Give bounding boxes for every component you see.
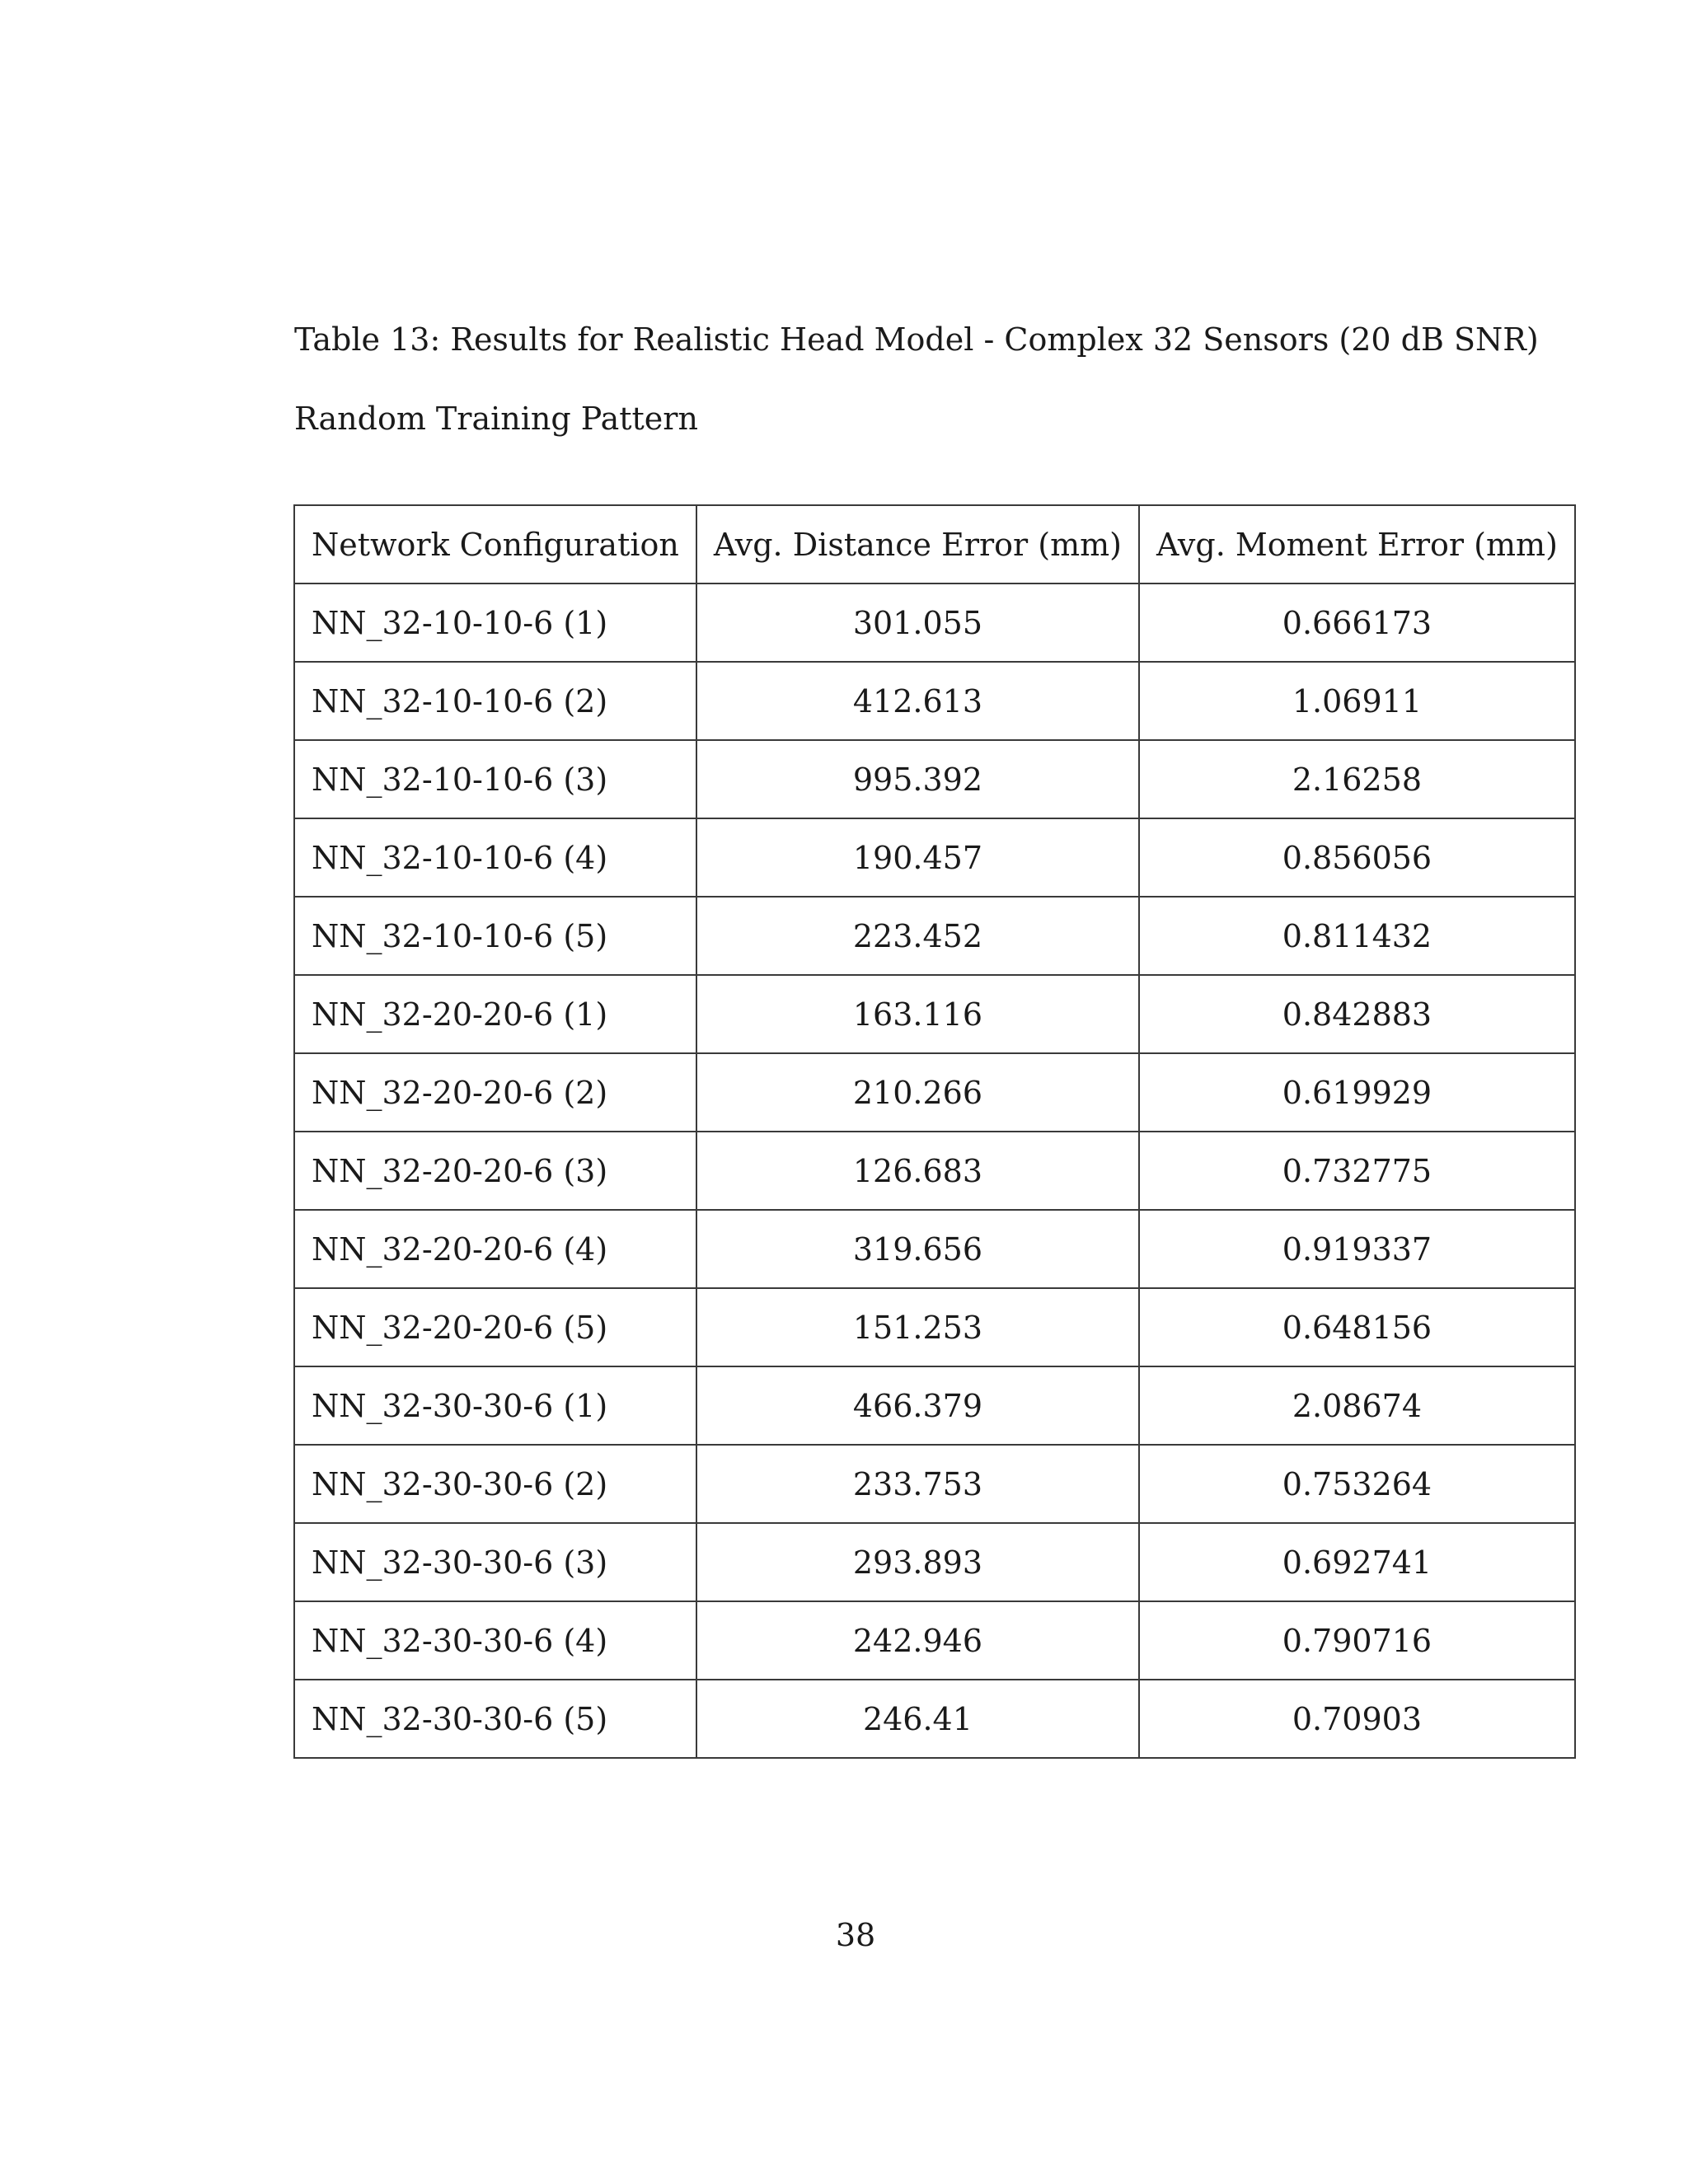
table-row bbox=[294, 1132, 1575, 1210]
avg-moment-error-cell: 0.648156 bbox=[1139, 1288, 1575, 1366]
network-configuration-cell: NN_32-20-20-6 (2) bbox=[294, 1053, 696, 1132]
avg-distance-error-cell: 466.379 bbox=[696, 1366, 1139, 1445]
column-header-avg-moment-error: Avg. Moment Error (mm) bbox=[1139, 505, 1575, 583]
table-row bbox=[294, 1523, 1575, 1601]
column-header-network-configuration: Network Configuration bbox=[294, 505, 696, 583]
table-row bbox=[294, 1680, 1575, 1758]
avg-distance-error-cell: 995.392 bbox=[696, 740, 1139, 818]
avg-moment-error-cell: 0.842883 bbox=[1139, 975, 1575, 1053]
table-row bbox=[294, 1445, 1575, 1523]
avg-moment-error-cell: 0.732775 bbox=[1139, 1132, 1575, 1210]
table-row bbox=[294, 1210, 1575, 1288]
table-caption: Table 13: Results for Realistic Head Model - Complex 32 Sensors (20 dB SNR) bbox=[294, 321, 1539, 358]
avg-distance-error-cell: 412.613 bbox=[696, 662, 1139, 740]
network-configuration-cell: NN_32-20-20-6 (3) bbox=[294, 1132, 696, 1210]
avg-distance-error-cell: 190.457 bbox=[696, 818, 1139, 897]
avg-moment-error-cell: 0.753264 bbox=[1139, 1445, 1575, 1523]
results-table bbox=[293, 504, 1576, 1759]
network-configuration-cell: NN_32-20-20-6 (5) bbox=[294, 1288, 696, 1366]
network-configuration-cell: NN_32-30-30-6 (1) bbox=[294, 1366, 696, 1445]
network-configuration-cell: NN_32-20-20-6 (1) bbox=[294, 975, 696, 1053]
column-header-avg-distance-error: Avg. Distance Error (mm) bbox=[696, 505, 1139, 583]
network-configuration-cell: NN_32-30-30-6 (2) bbox=[294, 1445, 696, 1523]
avg-moment-error-cell: 1.06911 bbox=[1139, 662, 1575, 740]
table-row bbox=[294, 1288, 1575, 1366]
avg-moment-error-cell: 0.811432 bbox=[1139, 897, 1575, 975]
avg-moment-error-cell: 2.08674 bbox=[1139, 1366, 1575, 1445]
network-configuration-cell: NN_32-10-10-6 (5) bbox=[294, 897, 696, 975]
avg-distance-error-cell: 242.946 bbox=[696, 1601, 1139, 1680]
avg-distance-error-cell: 301.055 bbox=[696, 583, 1139, 662]
avg-moment-error-cell: 0.666173 bbox=[1139, 583, 1575, 662]
avg-moment-error-cell: 0.790716 bbox=[1139, 1601, 1575, 1680]
network-configuration-cell: NN_32-10-10-6 (1) bbox=[294, 583, 696, 662]
network-configuration-cell: NN_32-30-30-6 (4) bbox=[294, 1601, 696, 1680]
avg-moment-error-cell: 2.16258 bbox=[1139, 740, 1575, 818]
avg-moment-error-cell: 0.856056 bbox=[1139, 818, 1575, 897]
avg-distance-error-cell: 319.656 bbox=[696, 1210, 1139, 1288]
table-row bbox=[294, 662, 1575, 740]
table-body bbox=[294, 583, 1575, 1758]
table-subcaption: Random Training Pattern bbox=[294, 401, 698, 437]
avg-distance-error-cell: 163.116 bbox=[696, 975, 1139, 1053]
avg-moment-error-cell: 0.692741 bbox=[1139, 1523, 1575, 1601]
table-row bbox=[294, 818, 1575, 897]
network-configuration-cell: NN_32-30-30-6 (5) bbox=[294, 1680, 696, 1758]
table-row bbox=[294, 975, 1575, 1053]
network-configuration-cell: NN_32-10-10-6 (3) bbox=[294, 740, 696, 818]
network-configuration-cell: NN_32-10-10-6 (4) bbox=[294, 818, 696, 897]
avg-distance-error-cell: 126.683 bbox=[696, 1132, 1139, 1210]
avg-distance-error-cell: 246.41 bbox=[696, 1680, 1139, 1758]
network-configuration-cell: NN_32-10-10-6 (2) bbox=[294, 662, 696, 740]
avg-distance-error-cell: 223.452 bbox=[696, 897, 1139, 975]
table-row bbox=[294, 740, 1575, 818]
avg-moment-error-cell: 0.70903 bbox=[1139, 1680, 1575, 1758]
avg-distance-error-cell: 151.253 bbox=[696, 1288, 1139, 1366]
page-number: 38 bbox=[835, 1917, 876, 1953]
table-row bbox=[294, 1601, 1575, 1680]
table-row bbox=[294, 1366, 1575, 1445]
avg-distance-error-cell: 293.893 bbox=[696, 1523, 1139, 1601]
avg-moment-error-cell: 0.619929 bbox=[1139, 1053, 1575, 1132]
network-configuration-cell: NN_32-20-20-6 (4) bbox=[294, 1210, 696, 1288]
table-row bbox=[294, 583, 1575, 662]
avg-distance-error-cell: 210.266 bbox=[696, 1053, 1139, 1132]
avg-distance-error-cell: 233.753 bbox=[696, 1445, 1139, 1523]
table-row bbox=[294, 897, 1575, 975]
table-header-row bbox=[294, 505, 1575, 583]
network-configuration-cell: NN_32-30-30-6 (3) bbox=[294, 1523, 696, 1601]
avg-moment-error-cell: 0.919337 bbox=[1139, 1210, 1575, 1288]
table-row bbox=[294, 1053, 1575, 1132]
